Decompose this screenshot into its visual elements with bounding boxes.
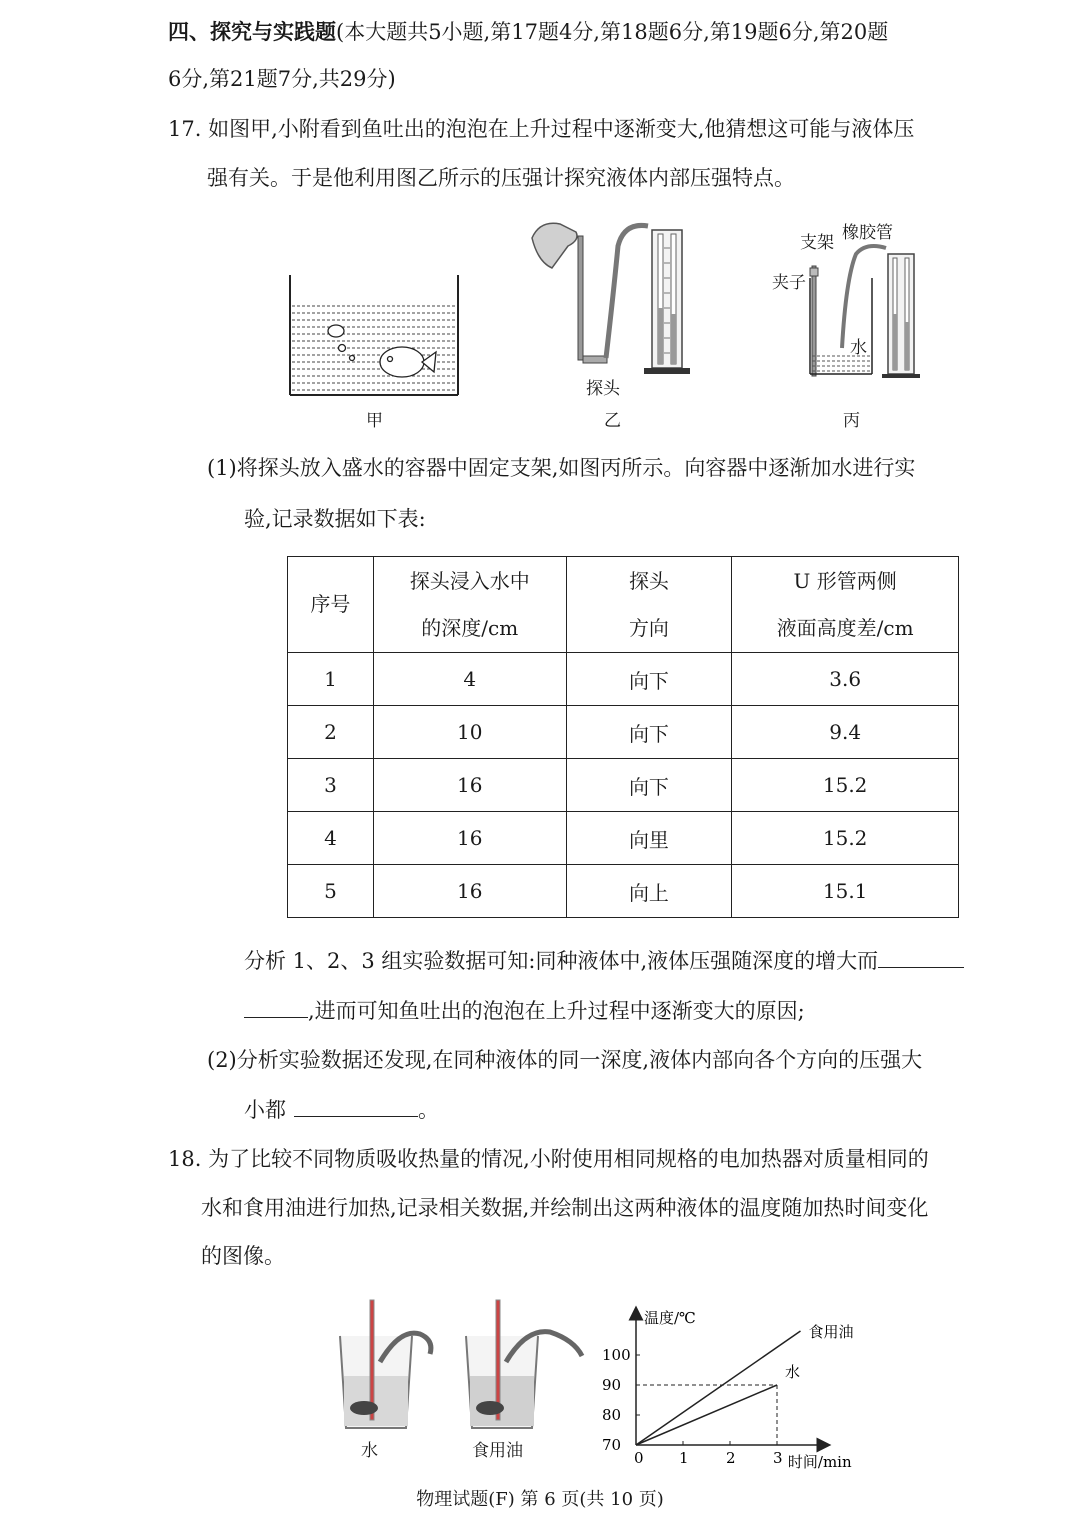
q17-part2-line1: (2)分析实验数据还发现,在同种液体的同一深度,液体内部向各个方向的压强大 (207, 1048, 923, 1072)
q17-text-line2: 强有关。于是他利用图乙所示的压强计探究液体内部压强特点。 (207, 166, 795, 190)
q17-part1-line1: (1)将探头放入盛水的容器中固定支架,如图丙所示。向容器中逐渐加水进行实 (207, 456, 916, 480)
table-cell: 3 (288, 759, 374, 812)
table-cell: 3.6 (732, 653, 959, 706)
table-cell: 向下 (566, 653, 732, 706)
figure-yi-pressure-gauge (528, 218, 698, 378)
table-header-direction: 探头 方向 (566, 557, 732, 653)
x-tick-label: 0 (634, 1449, 644, 1467)
table-cell: 16 (373, 812, 566, 865)
x-tick-label: 2 (726, 1449, 736, 1467)
table-row (288, 865, 959, 918)
table-cell: 15.2 (732, 759, 959, 812)
q17-text-line1: 17. 如图甲,小附看到鱼吐出的泡泡在上升过程中逐渐变大,他猜想这可能与液体压 (168, 117, 915, 141)
table-row (288, 759, 959, 812)
hand-icon (532, 223, 577, 268)
table-header-height-diff: U 形管两侧 液面高度差/cm (732, 557, 959, 653)
figure-bing-label: 丙 (843, 411, 860, 431)
series-line-0 (636, 1331, 801, 1445)
table-cell: 1 (288, 653, 374, 706)
figure-bing-water-label: 水 (850, 338, 867, 358)
table-cell: 16 (373, 865, 566, 918)
x-tick-label: 1 (679, 1449, 689, 1467)
q17-part1-line2: 验,记录数据如下表: (244, 507, 426, 531)
q17-analysis-line1: 分析 1、2、3 组实验数据可知:同种液体中,液体压强随深度的增大而 (244, 945, 964, 976)
y-tick-label: 90 (602, 1376, 622, 1394)
y-tick-label: 80 (602, 1406, 622, 1424)
temperature-time-chart (596, 1290, 886, 1480)
figure-yi-probe-label: 探头 (586, 379, 620, 399)
section-description: (本大题共5小题,第17题4分,第18题6分,第19题6分,第20题 (336, 20, 889, 44)
table-header-index: 序号 (288, 557, 374, 653)
figure-yi-label: 乙 (604, 411, 621, 431)
section-title: 四、探究与实践题 (168, 19, 336, 44)
beaker-water-label: 水 (361, 1441, 378, 1461)
table-cell: 向下 (566, 706, 732, 759)
table-cell: 15.2 (732, 812, 959, 865)
table-cell: 15.1 (732, 865, 959, 918)
section-header (168, 17, 888, 47)
q17-analysis-line2: ,进而可知鱼吐出的泡泡在上升过程中逐渐变大的原因; (244, 995, 805, 1026)
table-cell: 16 (373, 759, 566, 812)
figure-beakers (330, 1296, 592, 1436)
y-tick-label: 100 (602, 1346, 631, 1364)
y-axis-label: 温度/℃ (644, 1309, 696, 1327)
table-row (288, 653, 959, 706)
beaker-oil-icon (466, 1300, 582, 1428)
table-cell: 10 (373, 706, 566, 759)
answer-blank-2[interactable] (294, 1094, 418, 1117)
data-table (287, 556, 959, 918)
q18-text-line1: 18. 为了比较不同物质吸收热量的情况,小附使用相同规格的电加热器对质量相同的 (168, 1147, 929, 1171)
q17-part2-line2: 小都 。 (244, 1094, 439, 1125)
table-header-depth: 探头浸入水中 的深度/cm (373, 557, 566, 653)
series-line-1 (636, 1385, 777, 1445)
series-label-0: 食用油 (808, 1323, 854, 1341)
table-row (288, 812, 959, 865)
answer-blank-1b[interactable] (244, 995, 308, 1018)
figure-jia-label: 甲 (366, 411, 383, 431)
figure-jia-fish-tank (280, 270, 470, 405)
table-cell: 4 (288, 812, 374, 865)
figure-bing-stand-label: 支架 (800, 233, 834, 253)
section-description-cont: 6分,第21题7分,共29分) (168, 67, 396, 91)
figure-bing-clip-label: 夹子 (772, 273, 806, 293)
table-cell: 5 (288, 865, 374, 918)
q18-text-line3: 的图像。 (201, 1244, 285, 1268)
answer-blank-1a[interactable] (878, 945, 964, 968)
table-cell: 9.4 (732, 706, 959, 759)
table-cell: 向里 (566, 812, 732, 865)
y-tick-label: 70 (602, 1436, 622, 1454)
table-cell: 4 (373, 653, 566, 706)
page-footer: 物理试题(F) 第 6 页(共 10 页) (416, 1489, 664, 1510)
table-cell: 向上 (566, 865, 732, 918)
q18-text-line2: 水和食用油进行加热,记录相关数据,并绘制出这两种液体的温度随加热时间变化 (201, 1196, 929, 1220)
table-row (288, 706, 959, 759)
table-cell: 2 (288, 706, 374, 759)
beaker-oil-label: 食用油 (472, 1441, 523, 1461)
x-axis-label: 时间/min (787, 1453, 852, 1471)
table-cell: 向下 (566, 759, 732, 812)
table-header-row (288, 557, 959, 653)
figure-bing-hose-label: 橡胶管 (842, 223, 893, 243)
series-label-1: 水 (785, 1363, 801, 1381)
x-tick-label: 3 (773, 1449, 783, 1467)
beaker-water-icon (340, 1300, 431, 1428)
